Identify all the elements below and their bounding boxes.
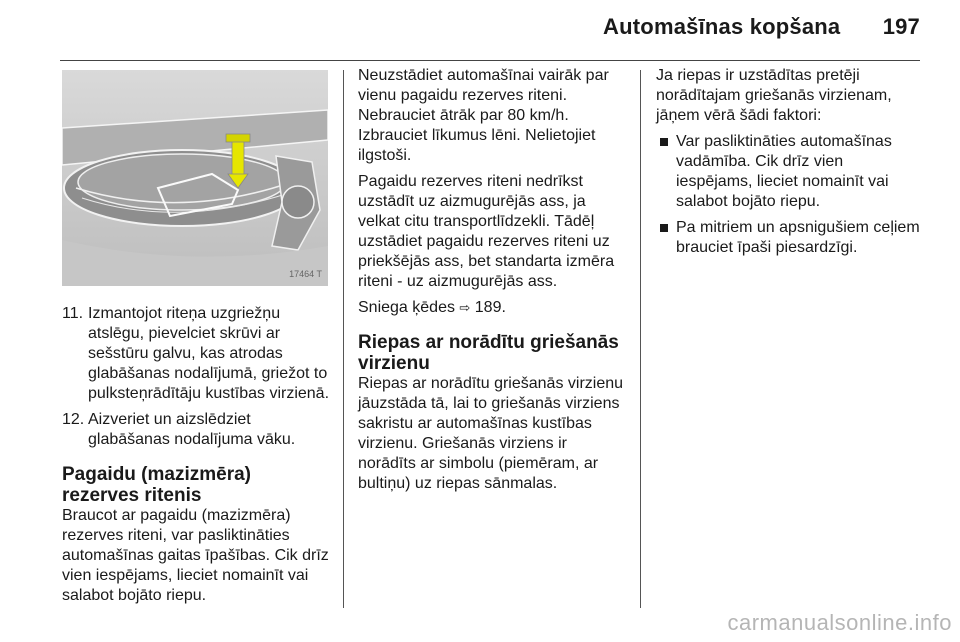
page-header <box>603 14 920 40</box>
square-bullet-icon <box>660 138 668 146</box>
list-item <box>62 304 330 404</box>
figure-code: 17464 T <box>289 269 322 279</box>
square-bullet-icon <box>660 224 668 232</box>
step-number: 11. <box>62 305 84 322</box>
paragraph: Riepas ar norādītu griešanās virzienu jāuzstāda tā, lai to griešanās virziens sakristu ar automašīnas kustības virzienu. Griešanās virziens ir norādīts ar simbolu (piemēram, ar bultiņu) uz riepas sānmalas. <box>358 375 624 492</box>
cross-reference[interactable] <box>358 298 628 318</box>
column-divider-1 <box>343 70 344 608</box>
spare-wheel-illustration <box>62 70 328 286</box>
reference-text: Sniega ķēdes <box>358 299 455 316</box>
step-number: 12. <box>62 411 85 428</box>
section-heading: Pagaidu (mazizmēra) rezerves ritenis <box>62 464 251 506</box>
column-1 <box>62 66 330 612</box>
bullet-list <box>656 132 924 258</box>
header-rule <box>60 60 920 61</box>
paragraph: Neuzstādiet automašīnai vairāk par vienu pagaidu rezerves riteni. Nebrauciet ātrāk par 80 km/h. Izbrauciet līkumus lēni. Nelietojiet ilgstoši. <box>358 67 609 164</box>
reference-page: 189. <box>474 299 506 316</box>
list-item <box>656 132 924 212</box>
section-heading: Riepas ar norādītu griešanās virzienu <box>358 332 619 374</box>
list-item <box>62 410 330 450</box>
step-text: Izmantojot riteņa uzgriežņu atslēgu, pievelciet skrūvi ar sešstūru galvu, kas atrodas glabāšanas nodalījumā, griežot to pulksteņrādītāju kustības virzienā. <box>88 305 330 402</box>
column-divider-2 <box>640 70 641 608</box>
column-3 <box>656 66 924 264</box>
paragraph: Pagaidu rezerves riteni nedrīkst uzstādīt uz aizmugurējās ass, ja velkat citu transportlīdzekli. Tādēļ uzstādiet pagaidu rezerves riteni uz priekšējās ass, bet standarta izmēra riteni - uz aizmugurējās ass. <box>358 173 615 290</box>
spare-wheel-figure <box>62 70 328 286</box>
page-number: 197 <box>882 14 920 39</box>
reference-arrow-icon: ⇨ <box>459 300 471 315</box>
column-2 <box>358 66 628 500</box>
paragraph: Ja riepas ir uzstādītas pretēji norādītajam griešanās virzienam, jāņem vērā šādi faktori: <box>656 67 892 124</box>
paragraph: Braucot ar pagaidu (mazizmēra) rezerves riteni, var pasliktināties automašīnas gaitas īpašības. Cik drīz vien iespējams, lieciet nomainīt vai salabot bojāto riepu. <box>62 507 329 604</box>
bullet-text: Var pasliktināties automašīnas vadāmība. Cik drīz vien iespējams, lieciet nomainīt vai salabot bojāto riepu. <box>676 133 892 210</box>
watermark: carmanualsonline.info <box>727 610 952 635</box>
step-text: Aizveriet un aizslēdziet glabāšanas nodalījuma vāku. <box>88 411 296 448</box>
instruction-steps <box>62 304 330 450</box>
list-item <box>656 218 924 258</box>
page-title: Automašīnas kopšana <box>603 14 841 39</box>
bullet-text: Pa mitriem un apsnigušiem ceļiem brauciet īpaši piesardzīgi. <box>676 219 920 256</box>
